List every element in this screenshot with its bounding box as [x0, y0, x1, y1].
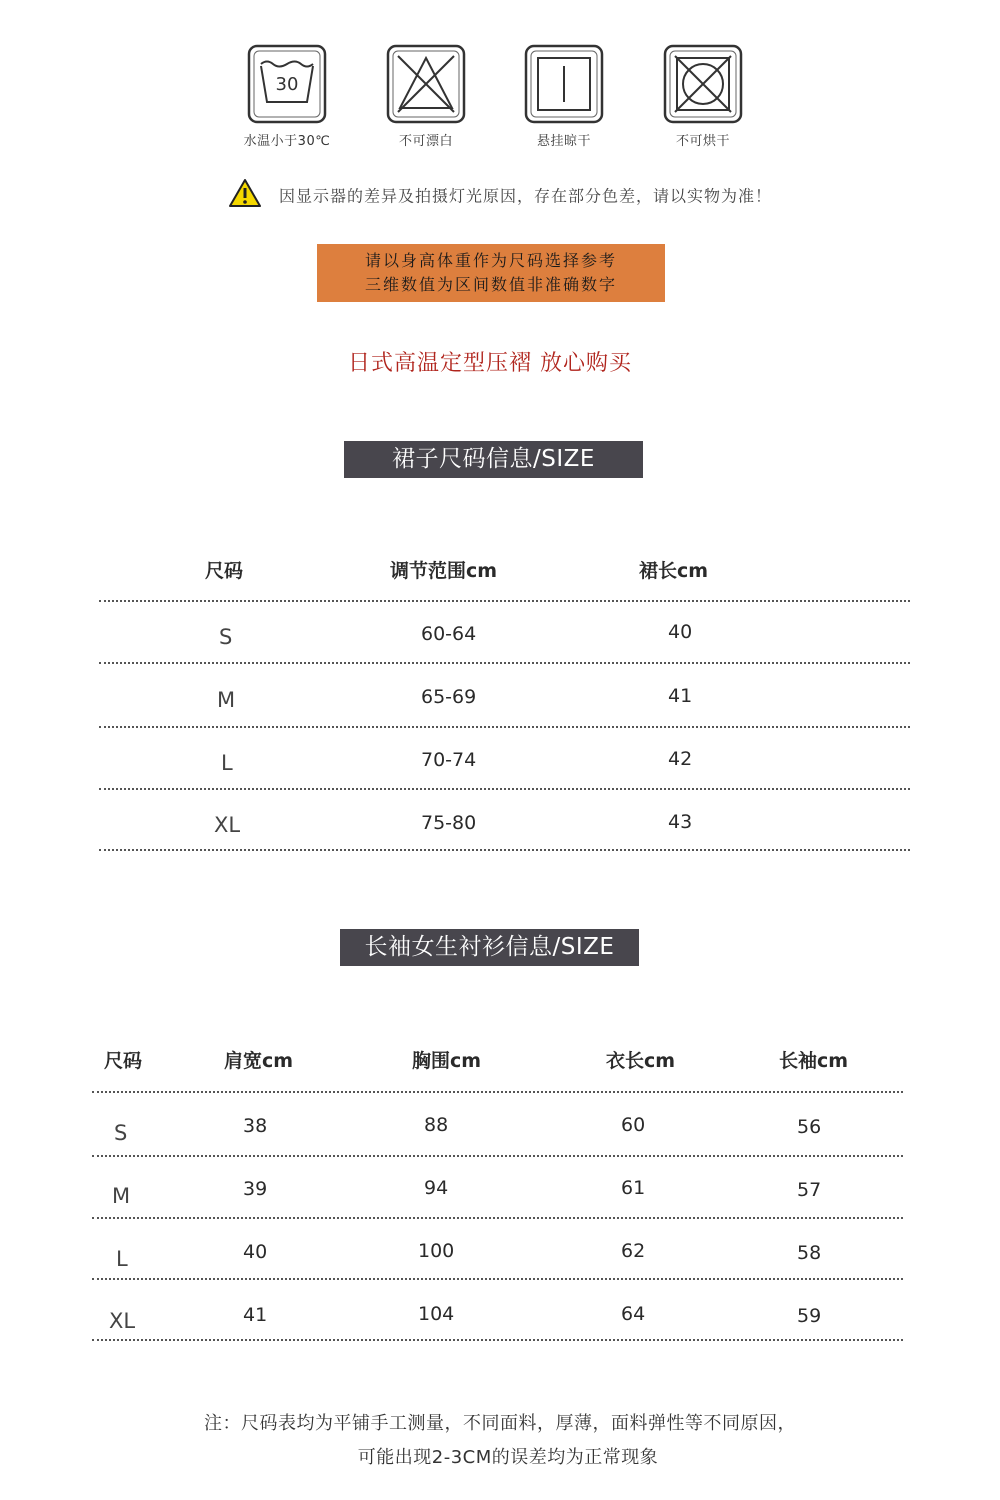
care-instructions	[0, 44, 1000, 154]
length-cell: 41	[668, 685, 693, 707]
length-cell: 43	[668, 811, 693, 833]
bust-cell: 88	[424, 1114, 449, 1136]
size-cell: L	[116, 1247, 128, 1271]
size-cell: L	[221, 751, 233, 775]
shirt-header-shoulder: 肩宽cm	[224, 1050, 294, 1072]
care-label-tumble: 不可烘干	[675, 134, 730, 149]
care-item-wash	[227, 44, 347, 149]
waist-cell: 70-74	[421, 749, 477, 771]
no-tumble-dry-icon	[663, 44, 743, 124]
divider	[99, 662, 910, 664]
length-cell: 42	[668, 748, 693, 770]
slogan: 日式高温定型压褶 放心购买	[348, 351, 632, 376]
warning-icon	[228, 178, 262, 212]
measurement-note-line-2: 可能出现2-3CM的误差均为正常现象	[357, 1447, 659, 1468]
sleeve-cell: 58	[797, 1242, 822, 1264]
care-item-tumble	[643, 44, 763, 149]
warning-text: 因显示器的差异及拍摄灯光原因，存在部分色差，请以实物为准！	[279, 186, 773, 206]
shirt-section-title: 长袖女生衬衫信息/SIZE	[340, 929, 639, 966]
divider	[92, 1339, 903, 1341]
length-cell: 40	[668, 621, 693, 643]
notice-line-2: 三维数值为区间数值非准确数字	[364, 275, 617, 294]
divider	[99, 726, 910, 728]
skirt-header-length: 裙长cm	[639, 560, 709, 582]
color-warning	[0, 178, 1000, 212]
sleeve-cell: 59	[797, 1305, 822, 1327]
size-cell: XL	[109, 1309, 136, 1333]
divider	[92, 1278, 903, 1280]
waist-cell: 60-64	[421, 623, 477, 645]
bust-cell: 94	[424, 1177, 449, 1199]
shirt-header-size: 尺码	[104, 1050, 143, 1072]
care-label-hang: 悬挂晾干	[536, 134, 591, 149]
divider	[92, 1217, 903, 1219]
size-cell: M	[217, 688, 236, 712]
bust-cell: 100	[418, 1240, 455, 1262]
bust-cell: 104	[418, 1303, 455, 1325]
wash-30-icon	[247, 44, 327, 124]
shoulder-cell: 41	[243, 1304, 268, 1326]
size-cell: XL	[214, 813, 241, 837]
divider	[99, 849, 910, 851]
length-cell: 60	[621, 1114, 646, 1136]
length-cell: 64	[621, 1303, 646, 1325]
length-cell: 62	[621, 1240, 646, 1262]
divider	[99, 788, 910, 790]
shoulder-cell: 40	[243, 1241, 268, 1263]
skirt-header-waist: 调节范围cm	[390, 560, 498, 582]
sleeve-cell: 57	[797, 1179, 822, 1201]
shoulder-cell: 38	[243, 1115, 268, 1137]
svg-text:30: 30	[275, 74, 299, 95]
sleeve-cell: 56	[797, 1116, 822, 1138]
notice-line-1: 请以身高体重作为尺码选择参考	[364, 251, 617, 270]
divider	[99, 600, 910, 602]
waist-cell: 75-80	[421, 812, 477, 834]
length-cell: 61	[621, 1177, 646, 1199]
hang-dry-icon	[524, 44, 604, 124]
shirt-header-sleeve: 长袖cm	[779, 1050, 849, 1072]
size-notice-box	[317, 244, 665, 302]
size-cell: M	[112, 1184, 131, 1208]
no-bleach-icon	[386, 44, 466, 124]
divider	[92, 1091, 903, 1093]
skirt-header-size: 尺码	[205, 560, 244, 582]
care-label-bleach: 不可漂白	[398, 134, 453, 149]
care-label-wash: 水温小于30℃	[243, 134, 331, 149]
measurement-note-line-1: 注：尺码表均为平铺手工测量，不同面料，厚薄，面料弹性等不同原因，	[204, 1413, 796, 1434]
care-item-bleach	[366, 44, 486, 149]
waist-cell: 65-69	[421, 686, 477, 708]
shoulder-cell: 39	[243, 1178, 268, 1200]
shirt-header-bust: 胸围cm	[412, 1050, 482, 1072]
care-item-hang	[504, 44, 624, 149]
divider	[92, 1155, 903, 1157]
skirt-section-title: 裙子尺码信息/SIZE	[344, 441, 643, 478]
size-cell: S	[219, 625, 233, 649]
shirt-header-length: 衣长cm	[606, 1050, 676, 1072]
size-cell: S	[114, 1121, 128, 1145]
